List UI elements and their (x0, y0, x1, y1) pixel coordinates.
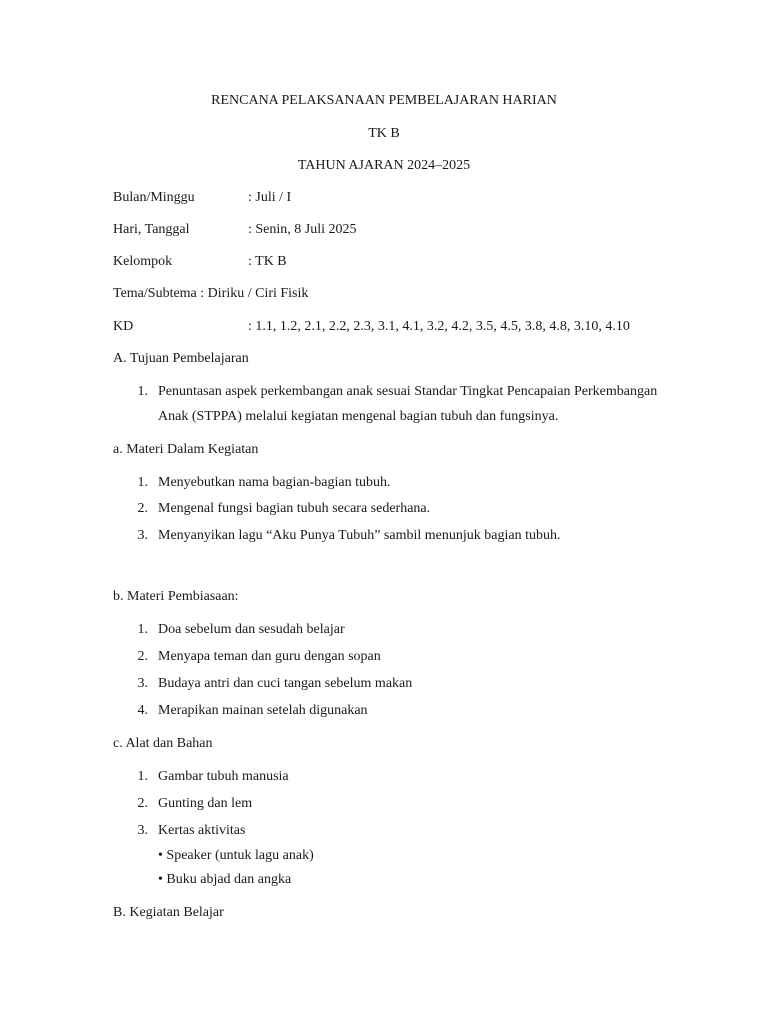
group-value: : TK B (248, 254, 287, 269)
kd-value: : 1.1, 1.2, 2.1, 2.2, 2.3, 3.1, 4.1, 3.2, 4.2, 3.5, 4.5, 3.8, 4.8, 3.10, 4.10 (248, 319, 630, 334)
document-group: TK B (368, 126, 400, 141)
kd-label: KD (113, 319, 134, 334)
section-a-heading: A. Tujuan Pembelajaran (113, 351, 249, 366)
list-item-number: 2. (137, 796, 148, 811)
list-item-number: 1. (137, 475, 148, 490)
list-item: Menyapa teman dan guru dengan sopan (158, 649, 381, 664)
date-value: : Senin, 8 Juli 2025 (248, 222, 357, 237)
month-label: Bulan/Minggu (113, 190, 195, 205)
list-item-number: 1. (137, 622, 148, 637)
list-item: Menyanyikan lagu “Aku Punya Tubuh” sambil menunjuk bagian tubuh. (158, 528, 561, 543)
list-item: Kertas aktivitas (158, 823, 246, 838)
list-item-number: 2. (137, 649, 148, 664)
list-item-number: 1. (137, 769, 148, 784)
list-item-number: 3. (137, 528, 148, 543)
document-title: RENCANA PELAKSANAAN PEMBELAJARAN HARIAN (211, 93, 557, 108)
section-b-heading: B. Kegiatan Belajar (113, 905, 224, 920)
document-year: TAHUN AJARAN 2024–2025 (297, 158, 471, 173)
date-label: Hari, Tanggal (113, 222, 190, 237)
list-item: Merapikan mainan setelah digunakan (158, 703, 368, 718)
list-item: Doa sebelum dan sesudah belajar (158, 622, 345, 637)
list-item-number: 1. (137, 384, 148, 399)
group-label: Kelompok (113, 254, 173, 269)
theme-line: Tema/Subtema : Diriku / Ciri Fisik (113, 286, 309, 301)
list-item: Gambar tubuh manusia (158, 769, 289, 784)
bullet-item: • Speaker (untuk lagu anak) (158, 848, 314, 863)
list-item: Budaya antri dan cuci tangan sebelum makan (158, 676, 413, 691)
alat-bahan-heading: c. Alat dan Bahan (113, 736, 213, 751)
month-value: : Juli / I (248, 190, 292, 205)
list-item-number: 3. (137, 823, 148, 838)
bullet-item: • Buku abjad dan angka (158, 872, 292, 887)
list-item-number: 4. (137, 703, 148, 718)
list-item: Mengenal fungsi bagian tubuh secara sederhana. (158, 501, 431, 516)
list-item-number: 3. (137, 676, 148, 691)
list-item: Menyebutkan nama bagian-bagian tubuh. (158, 475, 391, 490)
list-item-continuation: Anak (STPPA) melalui kegiatan mengenal bagian tubuh dan fungsinya. (158, 409, 559, 424)
list-item: Gunting dan lem (158, 796, 253, 811)
list-item-number: 2. (137, 501, 148, 516)
materi-pembiasaan-heading: b. Materi Pembiasaan: (113, 589, 239, 604)
list-item: Penuntasan aspek perkembangan anak sesuai Standar Tingkat Pencapaian Perkembangan (158, 384, 658, 399)
materi-kegiatan-heading: a. Materi Dalam Kegiatan (113, 442, 259, 457)
